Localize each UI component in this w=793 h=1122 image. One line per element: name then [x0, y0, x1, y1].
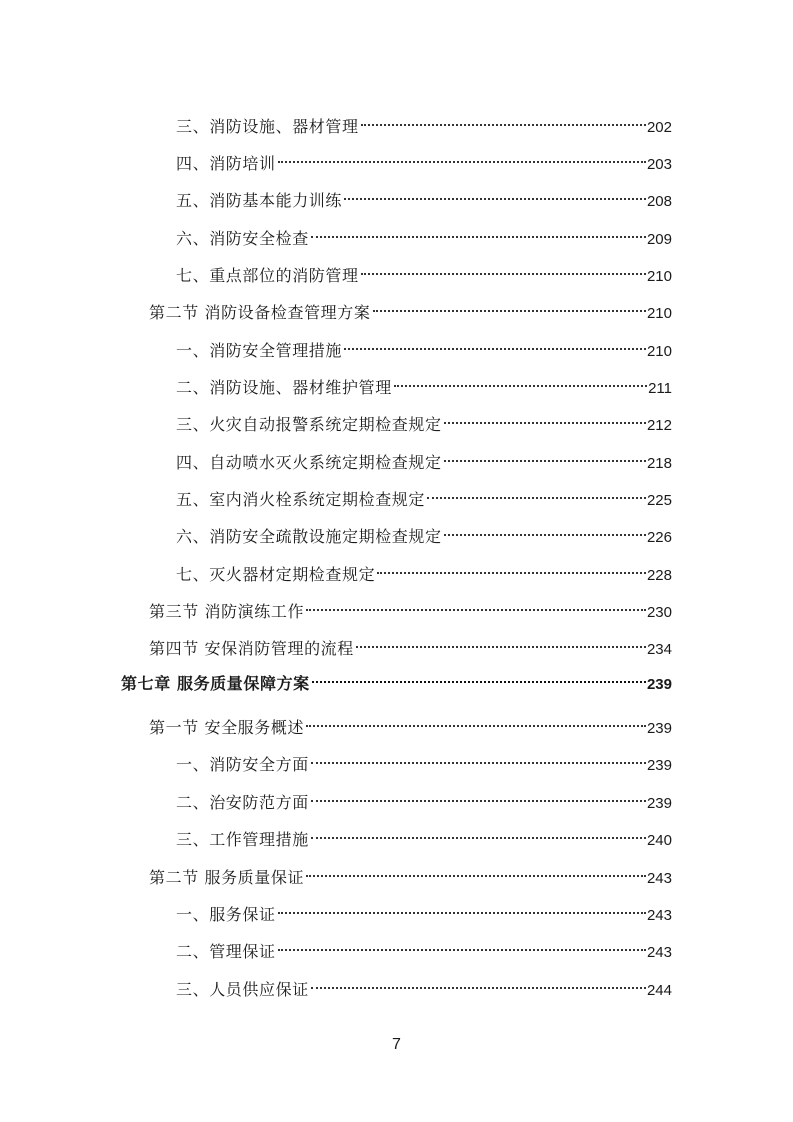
- toc-entry[interactable]: [176, 971, 672, 999]
- toc-entry[interactable]: [176, 220, 672, 248]
- toc-entry-title: 一、消防安全方面: [176, 755, 309, 774]
- toc-entry-title: 六、消防安全检查: [176, 229, 309, 248]
- dot-leader: [361, 257, 646, 281]
- toc-entry-page: 208: [646, 193, 672, 210]
- dot-leader: [311, 821, 646, 845]
- dot-leader: [306, 709, 646, 733]
- toc-entry-page: 210: [646, 343, 672, 360]
- toc-entry[interactable]: [176, 182, 672, 210]
- toc-entry-page: 240: [646, 832, 672, 849]
- toc-entry-page: 234: [646, 641, 672, 658]
- toc-entry-page: 225: [646, 492, 672, 509]
- toc-entry-page: 218: [646, 455, 672, 472]
- toc-entry[interactable]: [176, 518, 672, 546]
- toc-entry[interactable]: [176, 406, 672, 434]
- toc-entry-page: 239: [646, 795, 672, 812]
- toc-entry-page: 202: [646, 119, 672, 136]
- toc-entry-page: 209: [646, 231, 672, 248]
- dot-leader: [344, 182, 646, 206]
- dot-leader: [361, 108, 646, 132]
- toc-entry[interactable]: [176, 369, 672, 397]
- dot-leader: [278, 896, 646, 920]
- toc-entry-page: 212: [646, 417, 672, 434]
- toc-entry-page: 210: [646, 305, 672, 322]
- toc-entry-title: 一、服务保证: [176, 905, 276, 924]
- toc-entry[interactable]: [176, 481, 672, 509]
- dot-leader: [444, 518, 646, 542]
- toc-chapter-entry[interactable]: [121, 665, 672, 693]
- toc-entry-title: 四、自动喷水灭火系统定期检查规定: [176, 453, 442, 472]
- dot-leader: [311, 220, 646, 244]
- toc-entry[interactable]: [149, 593, 672, 621]
- dot-leader: [312, 665, 646, 689]
- toc-entry-title: 第七章 服务质量保障方案: [121, 674, 310, 693]
- toc-entry-title: 二、管理保证: [176, 942, 276, 961]
- toc-entry-title: 二、消防设施、器材维护管理: [176, 378, 392, 397]
- toc-entry-page: 239: [646, 757, 672, 774]
- dot-leader: [278, 933, 646, 957]
- toc-entry-title: 五、室内消火栓系统定期检查规定: [176, 490, 426, 509]
- toc-entry[interactable]: [176, 933, 672, 961]
- toc-entry-title: 七、灭火器材定期检查规定: [176, 565, 376, 584]
- toc-entry-page: 211: [648, 380, 672, 397]
- dot-leader: [377, 556, 646, 580]
- toc-entry-page: 244: [646, 982, 672, 999]
- dot-leader: [311, 746, 646, 770]
- toc-entry[interactable]: [149, 294, 672, 322]
- toc-entry[interactable]: [176, 896, 672, 924]
- toc-entry-title: 第一节 安全服务概述: [149, 718, 305, 737]
- dot-leader: [444, 406, 646, 430]
- toc-entry[interactable]: [176, 784, 672, 812]
- toc-entry[interactable]: [176, 746, 672, 774]
- dot-leader: [427, 481, 646, 505]
- toc-entry-page: 230: [646, 604, 672, 621]
- dot-leader: [278, 145, 646, 169]
- toc-entry[interactable]: [176, 332, 672, 360]
- page-number: 7: [392, 1036, 401, 1053]
- toc-entry-page: 243: [646, 907, 672, 924]
- toc-entry[interactable]: [176, 821, 672, 849]
- dot-leader: [306, 593, 646, 617]
- toc-entry-page: 239: [646, 720, 672, 737]
- toc-entry-title: 第二节 消防设备检查管理方案: [149, 303, 371, 322]
- toc-entry-page: 243: [646, 944, 672, 961]
- toc-entry-page: 243: [646, 870, 672, 887]
- dot-leader: [306, 859, 646, 883]
- toc-entry[interactable]: [176, 556, 672, 584]
- toc-entry-title: 第四节 安保消防管理的流程: [149, 639, 354, 658]
- dot-leader: [356, 630, 646, 654]
- dot-leader: [311, 971, 646, 995]
- toc-entry[interactable]: [149, 630, 672, 658]
- toc-entry-title: 五、消防基本能力训练: [176, 191, 343, 210]
- toc-entry[interactable]: [149, 709, 672, 737]
- dot-leader: [394, 369, 647, 393]
- toc-entry-page: 210: [646, 268, 672, 285]
- toc-entry-title: 三、火灾自动报警系统定期检查规定: [176, 415, 442, 434]
- toc-entry[interactable]: [176, 257, 672, 285]
- toc-entry-title: 二、治安防范方面: [176, 793, 309, 812]
- toc-entry-title: 七、重点部位的消防管理: [176, 266, 359, 285]
- toc-entry[interactable]: [176, 145, 672, 173]
- toc-entry-title: 一、消防安全管理措施: [176, 341, 343, 360]
- toc-entry-page: 203: [646, 156, 672, 173]
- dot-leader: [344, 332, 646, 356]
- toc-entry-title: 第三节 消防演练工作: [149, 602, 305, 621]
- toc-entry[interactable]: [176, 444, 672, 472]
- toc-entry-page: 239: [646, 676, 672, 693]
- toc-entry-title: 三、工作管理措施: [176, 830, 309, 849]
- dot-leader: [444, 444, 646, 468]
- toc-entry-title: 三、人员供应保证: [176, 980, 309, 999]
- toc-entry-page: 228: [646, 567, 672, 584]
- toc-entry-title: 四、消防培训: [176, 154, 276, 173]
- toc-entry-page: 226: [646, 529, 672, 546]
- toc-entry-title: 第二节 服务质量保证: [149, 868, 305, 887]
- toc-entry[interactable]: [149, 859, 672, 887]
- toc-entry-title: 三、消防设施、器材管理: [176, 117, 359, 136]
- dot-leader: [373, 294, 646, 318]
- toc-entry-title: 六、消防安全疏散设施定期检查规定: [176, 527, 442, 546]
- dot-leader: [311, 784, 646, 808]
- toc-entry[interactable]: [176, 108, 672, 136]
